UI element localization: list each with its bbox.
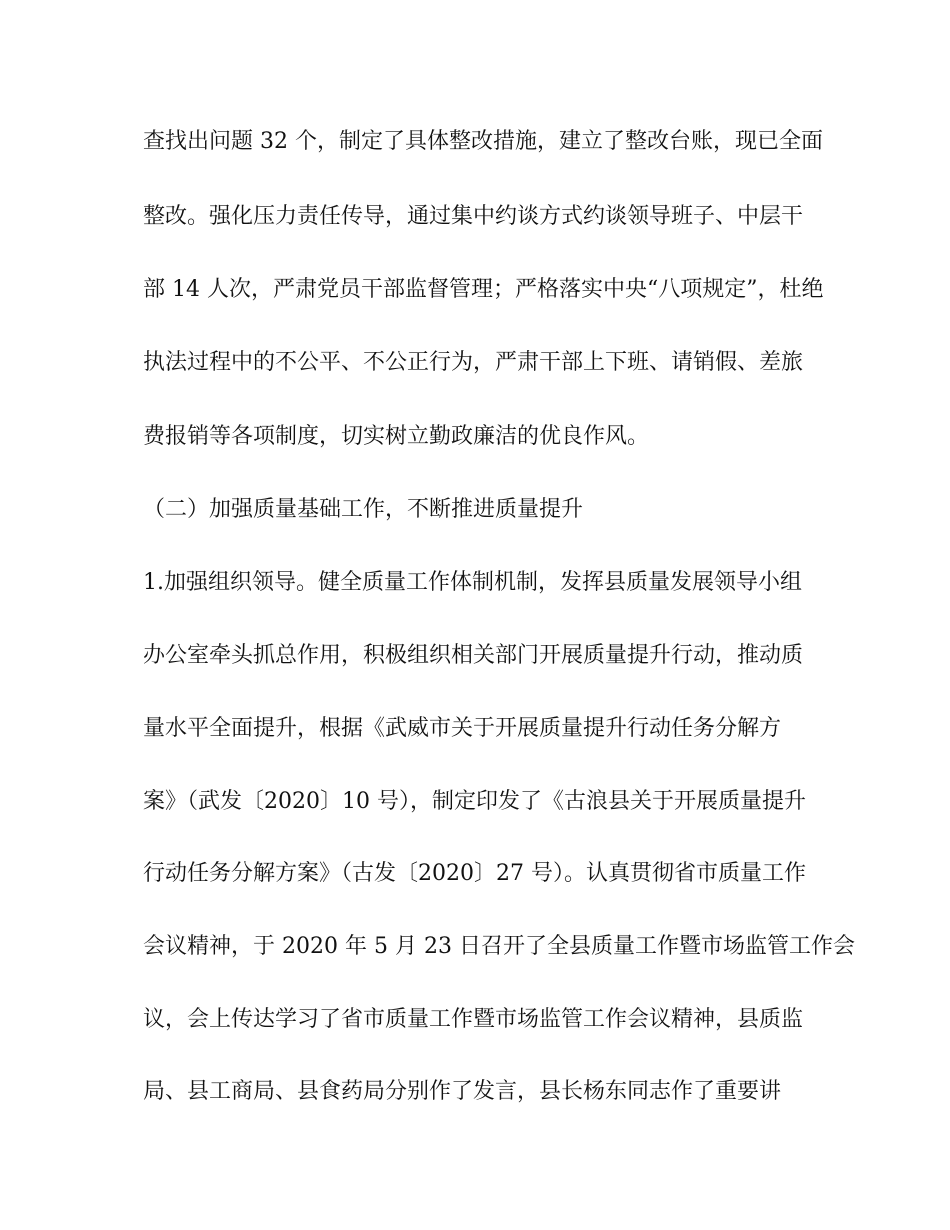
paragraph-line: 会议精神，于 2020 年 5 月 23 日召开了全县质量工作暨市场监管工作会 <box>143 934 855 959</box>
paragraph-line: 行动任务分解方案》（古发〔2020〕27 号）。认真贯彻省市质量工作 <box>143 861 806 886</box>
paragraph-line: 部 14 人次，严肃党员干部监督管理；严格落实中央“八项规定”，杜绝 <box>143 277 824 302</box>
paragraph-line: 量水平全面提升，根据《武威市关于开展质量提升行动任务分解方 <box>143 716 782 741</box>
paragraph-line: 整改。强化压力责任传导，通过集中约谈方式约谈领导班子、中层干 <box>143 204 804 229</box>
paragraph-line: 局、县工商局、县食药局分别作了发言，县长杨东同志作了重要讲 <box>143 1079 782 1104</box>
section-heading: （二）加强质量基础工作，不断推进质量提升 <box>143 497 584 522</box>
paragraph-line: 办公室牵头抓总作用，积极组织相关部门开展质量提升行动，推动质 <box>143 643 804 668</box>
paragraph-line: 费报销等各项制度，切实树立勤政廉洁的优良作风。 <box>143 424 650 449</box>
paragraph-line: 执法过程中的不公平、不公正行为，严肃干部上下班、请销假、差旅 <box>143 350 804 375</box>
paragraph-line: 案》（武发〔2020〕10 号），制定印发了《古浪县关于开展质量提升 <box>143 789 806 814</box>
paragraph-line: 1.加强组织领导。健全质量工作体制机制，发挥县质量发展领导小组 <box>143 570 802 595</box>
paragraph-line: 议，会上传达学习了省市质量工作暨市场监管工作会议精神，县质监 <box>143 1007 804 1032</box>
paragraph-line: 查找出问题 32 个，制定了具体整改措施，建立了整改台账，现已全面 <box>143 129 823 154</box>
